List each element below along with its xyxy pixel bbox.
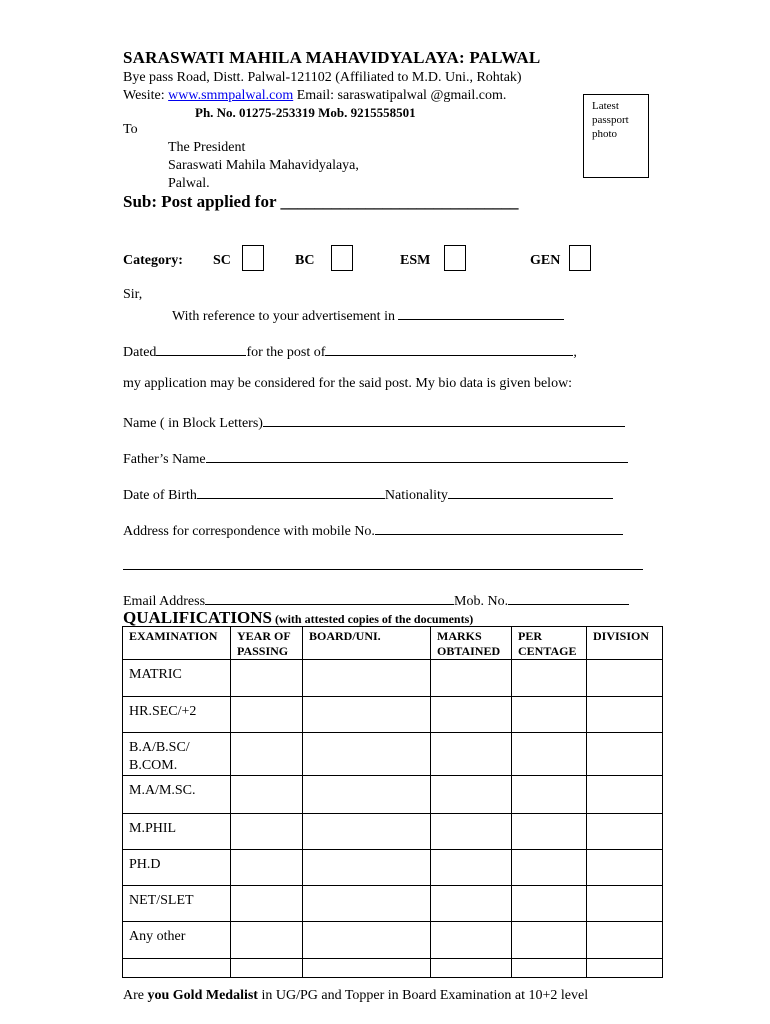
entry-cell[interactable] [512,959,587,978]
table-row [123,814,663,850]
table-row [123,922,663,959]
category-sc-checkbox[interactable] [242,245,264,271]
entry-cell[interactable] [587,814,663,850]
to-label: To [123,122,138,137]
entry-cell[interactable] [512,814,587,850]
entry-cell[interactable] [231,697,303,733]
entry-cell[interactable] [512,733,587,776]
address-label: Address for correspondence with mobile No. [123,524,375,539]
dated-field[interactable] [156,341,246,356]
entry-cell[interactable] [231,850,303,886]
dated-line [123,341,577,361]
email-label: Email Address [123,594,206,609]
table-row [123,776,663,814]
entry-cell[interactable] [231,660,303,697]
entry-cell[interactable] [587,776,663,814]
entry-cell[interactable] [587,697,663,733]
entry-cell[interactable] [303,814,431,850]
for-post-label: for the post of [246,345,326,360]
table-header-row [123,627,663,660]
photo-label-line: Latest [592,100,619,112]
table-row [123,697,663,733]
col-year-of-passing: YEAR OF PASSING [231,627,303,660]
addressee-line: The President [168,140,246,155]
website-link[interactable]: www.smmpalwal.com [168,88,294,103]
entry-cell[interactable] [512,660,587,697]
category-bc-checkbox[interactable] [331,245,353,271]
name-label: Name ( in Block Letters) [123,416,263,431]
entry-cell[interactable] [303,697,431,733]
reference-line [172,305,564,325]
entry-cell[interactable] [303,733,431,776]
photo-label-line: photo [592,128,618,140]
col-board-uni: BOARD/UNI. [303,627,431,660]
entry-cell[interactable] [303,922,431,959]
col-examination: EXAMINATION [123,627,231,660]
qualifications-title: QUALIFICATIONS [123,608,272,627]
address-continuation-line[interactable] [123,569,643,570]
entry-cell[interactable] [512,850,587,886]
address-row [123,520,623,540]
exam-name-cell: M.A/M.SC. [123,776,231,814]
entry-cell[interactable] [303,959,431,978]
father-label: Father’s Name [123,452,206,467]
exam-name-cell: MATRIC [123,660,231,697]
father-row [123,448,628,468]
reference-text: With reference to your advertisement in [172,309,395,324]
exam-name-cell: HR.SEC/+2 [123,697,231,733]
entry-cell[interactable] [303,776,431,814]
entry-cell[interactable] [431,922,512,959]
website-label: Wesite: [123,88,169,103]
entry-cell[interactable] [431,814,512,850]
name-row [123,412,625,432]
category-bc-label: BC [295,253,315,268]
entry-cell[interactable] [303,660,431,697]
table-row [123,850,663,886]
dated-label: Dated [123,345,157,360]
address-field[interactable] [375,520,623,535]
entry-cell[interactable] [431,733,512,776]
entry-cell[interactable] [231,922,303,959]
footer-prefix: Are [123,988,148,1003]
table-row [123,660,663,697]
entry-cell[interactable] [431,850,512,886]
category-sc-label: SC [213,253,231,268]
dob-row [123,484,613,504]
entry-cell[interactable] [431,886,512,922]
qualifications-note: (with attested copies of the documents) [271,612,474,626]
footer-bold: you Gold Medalist [147,988,258,1003]
category-label: Category: [123,253,183,268]
entry-cell[interactable] [587,959,663,978]
entry-cell[interactable] [512,922,587,959]
category-esm-checkbox[interactable] [444,245,466,271]
nationality-field[interactable] [448,484,613,499]
table-row [123,733,663,776]
exam-name-cell: NET/SLET [123,886,231,922]
entry-cell[interactable] [587,850,663,886]
photo-label-line: passport [592,114,629,126]
post-field[interactable] [325,341,573,356]
email-text: Email: saraswatipalwal @gmail.com. [293,88,507,103]
mob-label: Mob. No. [454,594,509,609]
entry-cell[interactable] [512,697,587,733]
exam-name-cell: PH.D [123,850,231,886]
email-row [123,590,629,610]
salutation: Sir, [123,287,143,302]
entry-cell[interactable] [587,922,663,959]
comma: , [573,345,577,360]
dob-label: Date of Birth [123,488,197,503]
table-row [123,959,663,978]
entry-cell[interactable] [587,733,663,776]
entry-cell[interactable] [431,660,512,697]
passport-photo-box [583,94,649,178]
name-field[interactable] [263,412,625,427]
subject-line: Sub: Post applied for ____________________________ [123,192,519,211]
advertisement-field[interactable] [398,305,564,320]
gold-medalist-question [123,988,588,1004]
entry-cell[interactable] [231,776,303,814]
addressee-line: Palwal. [168,176,210,191]
entry-cell[interactable] [512,776,587,814]
entry-cell[interactable] [303,886,431,922]
college-name: SARASWATI MAHILA MAHAVIDYALAYA: PALWAL [123,48,541,67]
category-gen-label: GEN [530,253,561,268]
entry-cell[interactable] [231,886,303,922]
col-division: DIVISION [587,627,663,660]
exam-name-cell: B.A/B.SC/ B.COM. [123,733,231,776]
application-line: my application may be considered for the said post. My bio data is given below: [123,376,573,391]
dob-field[interactable] [197,484,385,499]
table-row [123,886,663,922]
address-line: Bye pass Road, Distt. Palwal-121102 (Affiliated to M.D. Uni., Rohtak) [123,70,522,85]
father-field[interactable] [206,448,628,463]
category-esm-label: ESM [400,253,431,268]
col-marks-obtained: MARKS OBTAINED [431,627,512,660]
entry-cell[interactable] [431,959,512,978]
qualifications-heading [123,608,473,628]
entry-cell[interactable] [587,660,663,697]
entry-cell[interactable] [231,959,303,978]
footer-suffix: in UG/PG and Topper in Board Examination at 10+2 level [257,988,589,1003]
nationality-label: Nationality [384,488,448,503]
entry-cell[interactable] [303,850,431,886]
entry-cell[interactable] [512,886,587,922]
qualifications-table [122,626,663,978]
entry-cell[interactable] [231,733,303,776]
addressee-line: Saraswati Mahila Mahavidyalaya, [168,158,359,173]
exam-name-cell: Any other [123,922,231,959]
entry-cell[interactable] [431,776,512,814]
category-gen-checkbox[interactable] [569,245,591,271]
website-email-line [123,88,506,104]
entry-cell[interactable] [231,814,303,850]
exam-name-cell [123,959,231,978]
photo-box-label [584,95,648,141]
exam-name-cell: M.PHIL [123,814,231,850]
phone-line: Ph. No. 01275-253319 Mob. 9215558501 [195,105,416,120]
mob-field[interactable] [508,590,629,605]
email-field[interactable] [205,590,454,605]
entry-cell[interactable] [431,697,512,733]
col-percentage: PER CENTAGE [512,627,587,660]
entry-cell[interactable] [587,886,663,922]
